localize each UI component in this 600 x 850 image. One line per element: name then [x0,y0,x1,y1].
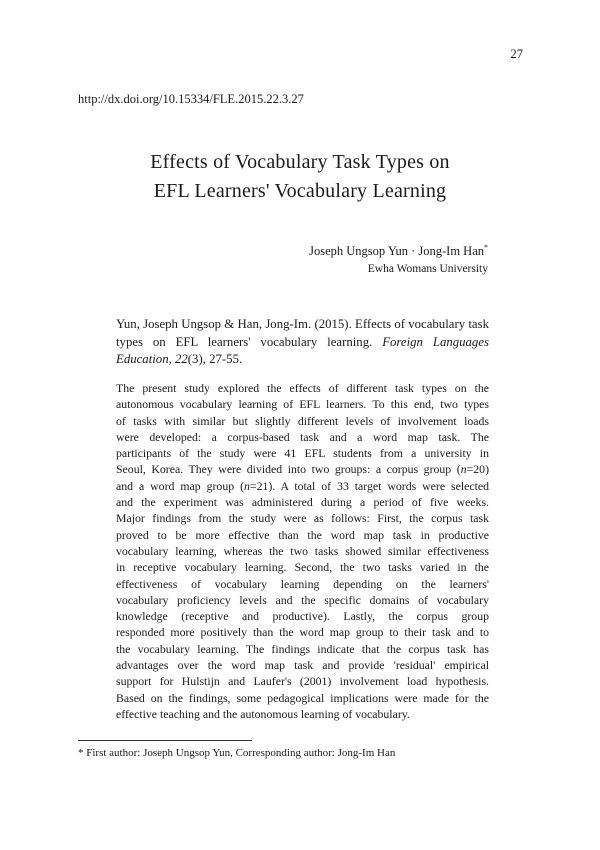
abstract-line: advantages over the word map task and provide 'residual' empirical [116,658,489,673]
abstract-line: effectiveness of vocabulary learning depending on the learners' [116,576,489,591]
footnote: * First author: Joseph Ungsop Yun, Corresponding author: Jong-Im Han [78,747,396,759]
page-number: 27 [510,47,523,61]
author-affiliation: Ewha Womans University [367,263,488,275]
paper-title [0,148,600,206]
abstract-line: in receptive vocabulary learning. Second, the two tasks varied in the [116,560,489,575]
author-names [309,244,488,259]
corresponding-author-marker: * [484,242,488,252]
abstract-line: support for Hulstijn and Laufer's (2001) involvement load hypothesis. [116,674,489,689]
author-list: Joseph Ungsop Yun · Jong-Im Han [309,244,484,258]
doi-link[interactable]: http://dx.doi.org/10.15334/FLE.2015.22.3.27 [78,92,304,106]
footnote-divider [78,740,252,741]
abstract-line: participants of the study were 41 EFL students from a university in [116,446,489,461]
abstract-line: were developed: a corpus-based task and a word map task. The [116,429,489,444]
title-line-1: Effects of Vocabulary Task Types on [150,151,450,173]
abstract-line: autonomous vocabulary learning of EFL learners. To this end, two types [116,397,489,412]
abstract-line: and the experiment was administered during a period of five weeks. [116,495,489,510]
citation-authors-title: Yun, Joseph Ungsop & Han, Jong-Im. (2015). Effects of vocabulary task types on EFL learners' vocabulary learning. [116,317,489,349]
title-line-2: EFL Learners' Vocabulary Learning [153,180,447,202]
abstract-line: vocabulary learning, whereas the two tasks showed similar effectiveness [116,543,489,558]
abstract-line: The present study explored the effects of different task types on the [116,381,489,395]
abstract-line: Major findings from the study were as follows: First, the corpus task [116,511,489,526]
abstract-line: knowledge (receptive and productive). Lastly, the corpus group [116,609,489,624]
abstract-line: responded more positively than the word map group to their task and to [116,625,489,640]
abstract-line: the vocabulary learning. The findings indicate that the corpus task has [116,641,489,656]
abstract [116,380,489,722]
citation-journal: Foreign Languages Education, 22 [116,334,489,366]
abstract-line: effective teaching and the autonomous learning of vocabulary. [116,706,410,721]
abstract-line: vocabulary proficiency levels and the specific domains of vocabulary [116,592,489,607]
abstract-line: proved to be more effective than the word map task in productive [116,527,489,542]
abstract-line: and a word map group (n=21). A total of 33 target words were selected [116,478,490,493]
abstract-line: Seoul, Korea. They were divided into two groups: a corpus group (n=20) [116,462,489,477]
abstract-line: of tasks with similar but slightly different levels of involvement loads [116,413,489,428]
citation [116,316,489,369]
abstract-line: Based on the findings, some pedagogical implications were made for the [116,690,489,705]
citation-issue-pages: (3), 27-55. [187,352,243,366]
